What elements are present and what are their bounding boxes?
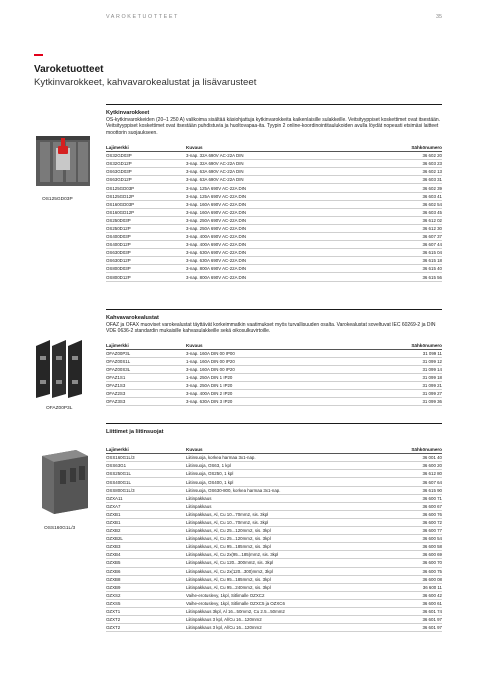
table-row [106, 518, 442, 526]
table-row [106, 160, 442, 168]
section-title: Kytkinvarokkeet [106, 110, 150, 117]
section-terminals [106, 423, 442, 632]
table-row [106, 543, 442, 551]
cell-code: OS63GD12P [106, 176, 186, 184]
cell-code: OS160GD12P [106, 208, 186, 216]
cell-description: Liitinpakkaus, Al, Cu 25...120mm2, sis. 3kpl [186, 535, 382, 543]
page-title: Varoketuotteet [34, 64, 104, 75]
cell-code: OS125GD03P [106, 184, 186, 192]
cell-description: 3-nap. 400A 690V AC-22A DIN [186, 241, 382, 249]
page-number: 35 [436, 14, 442, 20]
col-header: Kuvaus [186, 144, 382, 152]
image-caption: OS125GD03P [42, 197, 73, 202]
cell-description: Liitinpakkaus, Al, Cu 120...300mm2, sis. 3kpl [186, 559, 382, 567]
running-header: VAROKETUOTTEET [106, 14, 179, 20]
table-row [106, 200, 442, 208]
table-row [106, 567, 442, 575]
table-row [106, 551, 442, 559]
table-row [106, 616, 442, 624]
cell-code: OS400D03P [106, 233, 186, 241]
cell-description: Liitinpakkaus, Al, Cu 95...185mm2, sis. 3kpl [186, 543, 382, 551]
cell-description: 3-nap. 250A 690V AC-22A DIN [186, 216, 382, 224]
table-row [106, 365, 442, 373]
cell-electrical-number: 31 099 14 [382, 365, 442, 373]
cell-electrical-number: 36 615 40 [382, 265, 442, 273]
cell-code: OS32GD03P [106, 152, 186, 160]
cell-code: OZXB1 [106, 510, 186, 518]
cell-electrical-number: 36 602 39 [382, 184, 442, 192]
cell-description: 3-nap. 125A 690V AC-22A DIN [186, 192, 382, 200]
col-header: Sähkönumero [382, 342, 442, 350]
cell-code: OS160GD03P [106, 200, 186, 208]
col-header: Lajimerkki [106, 446, 186, 454]
cell-description: Liitinpakkaus [186, 494, 382, 502]
cell-code: OZXS2 [106, 591, 186, 599]
cell-description: Liitinpakkaus, Al, Cu 95...240mm2, sis. 3kpl [186, 583, 382, 591]
product-table [106, 144, 442, 282]
cell-description: 1-nap. 250A DIN 1 IP20 [186, 374, 382, 382]
cell-electrical-number: 36 607 44 [382, 241, 442, 249]
section-rule [106, 423, 442, 424]
cell-code: OFAZ00S1L [106, 357, 186, 365]
cell-description: Liitinsuoja, OS250, 1 kpl [186, 470, 382, 478]
cell-electrical-number: 31 099 36 [382, 398, 442, 406]
col-header: Kuvaus [186, 342, 382, 350]
cell-electrical-number: 36 602 54 [382, 200, 442, 208]
table-row [106, 265, 442, 273]
cell-electrical-number: 36 612 80 [382, 470, 442, 478]
cell-description: 3-nap. 630A 690V AC-22A DIN [186, 249, 382, 257]
table-row [106, 510, 442, 518]
section-description: OFAZ ja OFAX muoviset varokealustat täyttävät korkeimmatkin vaatimukset myös turvallisuuden osalta. Varokealustat soveltuvat IEC 60269-2 ja DIN VDE 0636-2 standardin mukaisille kahvasulakkeille sekä oikosulkuvirtoille. [106, 322, 436, 335]
table-row [106, 382, 442, 390]
cell-description: Liitinpakkaus, Al, Cu 10...70mm2, sis. 3kpl [186, 510, 382, 518]
cell-code: OS630D12P [106, 257, 186, 265]
section-fuse-bases [106, 309, 442, 406]
cell-electrical-number: 36 600 75 [382, 567, 442, 575]
cell-code: OS630D03P [106, 249, 186, 257]
cell-electrical-number: 36 603 31 [382, 176, 442, 184]
table-row [106, 349, 442, 357]
cell-electrical-number: 36 600 72 [382, 518, 442, 526]
cell-electrical-number: 36 615 04 [382, 249, 442, 257]
cell-description: 3-nap. 400A 690V AC-22A DIN [186, 233, 382, 241]
cell-electrical-number: 36 601 74 [382, 607, 442, 615]
cell-code: OZXB4 [106, 551, 186, 559]
cell-description: 3-nap. 63A 690V AC-22A DIN [186, 176, 382, 184]
cell-electrical-number: 36 615 56 [382, 273, 442, 281]
cell-description: 1-nap. 160A DIN 00 IP20 [186, 357, 382, 365]
cell-electrical-number: 36 603 23 [382, 160, 442, 168]
cell-description: 3-nap. 250A 690V AC-22A DIN [186, 224, 382, 232]
table-row [106, 257, 442, 265]
cell-electrical-number: 36 601 97 [382, 616, 442, 624]
section-rule [106, 309, 442, 310]
table-header-row [106, 144, 442, 152]
table-row [106, 241, 442, 249]
section-title: Kahvavarokealustat [106, 315, 159, 322]
image-caption: OSS160G1L/3 [44, 526, 76, 531]
table-row [106, 208, 442, 216]
cell-code: OS400D12P [106, 241, 186, 249]
cell-description: 3-nap. 160A 690V AC-22A DIN [186, 208, 382, 216]
cell-electrical-number: 31 099 18 [382, 374, 442, 382]
table-row [106, 607, 442, 615]
cell-electrical-number: 36 600 67 [382, 502, 442, 510]
cell-code: OZXB2L [106, 535, 186, 543]
table-row [106, 168, 442, 176]
cell-electrical-number: 36 600 58 [382, 543, 442, 551]
cell-code: OSS250G1L [106, 470, 186, 478]
table-header-row [106, 446, 442, 454]
cell-electrical-number: 36 600 42 [382, 591, 442, 599]
table-row [106, 462, 442, 470]
table-row [106, 535, 442, 543]
cell-electrical-number: 31 099 12 [382, 357, 442, 365]
fuse-base-image [32, 336, 94, 402]
cell-electrical-number: 36 600 20 [382, 462, 442, 470]
cell-description: 3-nap. 630A 690V AC-22A DIN [186, 257, 382, 265]
cell-electrical-number: 36 602 20 [382, 152, 442, 160]
cell-code: OZXB8 [106, 575, 186, 583]
cell-description: 3-nap. 32A 690V AC-22A DIN [186, 160, 382, 168]
table-row [106, 575, 442, 583]
table-row [106, 599, 442, 607]
cell-code: OS250D12P [106, 224, 186, 232]
cell-electrical-number: 31 099 11 [382, 349, 442, 357]
cell-code: OFAZ1S3 [106, 382, 186, 390]
cell-code: OFAZ00P3L [106, 349, 186, 357]
cell-electrical-number: 36 600 11 [382, 583, 442, 591]
cell-code: OFAZ00S3L [106, 365, 186, 373]
table-row [106, 486, 442, 494]
table-row [106, 216, 442, 224]
table-row [106, 583, 442, 591]
section-rule [106, 104, 442, 105]
cell-code: OZXS5 [106, 599, 186, 607]
cell-description: 3-nap. 400A DIN 2 IP20 [186, 390, 382, 398]
page-subtitle: Kytkinvarokkeet, kahvavarokealustat ja lisävarusteet [34, 77, 257, 88]
section-title: Liittimet ja liitinsuojat [106, 429, 164, 436]
table-row [106, 374, 442, 382]
cell-code: OZXA7 [106, 502, 186, 510]
cell-code: OFAZ1S1 [106, 374, 186, 382]
table-row [106, 624, 442, 632]
section-switch-fuses [106, 104, 442, 282]
cell-code: OZXT2 [106, 624, 186, 632]
cell-description: 3-nap. 32A 690V AC-22A DIN [186, 152, 382, 160]
cell-description: Liitinsuoja, OS630-800, korkea harmaa 3x1-nap. [186, 486, 382, 494]
table-row [106, 398, 442, 406]
cell-description: Liitinsuoja, korkea harmaa 3x1-nap. [186, 454, 382, 462]
accent-bar [34, 54, 43, 56]
cell-description: Liitinpakkaus, Al, Cu 2x(95...185)mm2, sis. 3kpl [186, 551, 382, 559]
cell-code: OFAZ2S3 [106, 390, 186, 398]
cell-electrical-number: 36 612 30 [382, 224, 442, 232]
table-row [106, 249, 442, 257]
table-row [106, 357, 442, 365]
table-row [106, 184, 442, 192]
switch-fuse-image [30, 128, 96, 194]
cell-code: OZXT1 [106, 607, 186, 615]
table-row [106, 502, 442, 510]
table-row [106, 273, 442, 281]
cell-code: OZXB9 [106, 583, 186, 591]
cell-electrical-number: 36 600 71 [382, 494, 442, 502]
cell-code: OZXB5 [106, 559, 186, 567]
terminal-shroud-image [36, 446, 94, 516]
cell-electrical-number: 36 600 08 [382, 575, 442, 583]
table-row [106, 176, 442, 184]
section-description: OS-kytkinvarokkeiden (20–1 250 A) valikoima sisältää käsiohjattuja kytkinvarokkeita kaikenlaisille sulakkeille. Veitsityyppiset koskettimet ovat itsestään. Veitsityyppiset koskettimet ovat itsestään puhdistuvia ja huoltovapaa-ita. Tyypin 2 online-koordinointitaulukoiden avulla löydät nopeasti etsimäsi laitteet moottorin suojaukseen. [106, 117, 441, 136]
cell-electrical-number: 36 615 18 [382, 257, 442, 265]
cell-code: OS63GD03P [106, 168, 186, 176]
cell-description: Liitinpakkaus 3 kpl, Al/Cu 16...120mm2 [186, 616, 382, 624]
table-row [106, 494, 442, 502]
cell-description: 3-nap. 630A DIN 3 IP20 [186, 398, 382, 406]
cell-description: Liitinpakkaus, Al, Cu 95...185mm2, sis. 3kpl [186, 575, 382, 583]
cell-electrical-number: 36 602 13 [382, 168, 442, 176]
cell-description: 3-nap. 160A DIN 00 IP20 [186, 365, 382, 373]
cell-electrical-number: 31 099 27 [382, 390, 442, 398]
cell-code: OZXB6 [106, 567, 186, 575]
cell-description: 3-nap. 63A 690V AC-22A DIN [186, 168, 382, 176]
table-row [106, 192, 442, 200]
cell-description: Vaihe-erotuslevy, 1kpl, Sitlimalle OZXC2 [186, 591, 382, 599]
table-row [106, 152, 442, 160]
cell-description: Vaihe-erotuslevy, 1kpl, Sitlimalle OZXC5 ja OZXC6 [186, 599, 382, 607]
cell-description: Liitinpakkaus 3kpl, Al 16...50mm2, Cu 2.5...50mm2 [186, 607, 382, 615]
table-header-row [106, 342, 442, 350]
cell-electrical-number: 36 603 41 [382, 192, 442, 200]
cell-description: Liitinsuoja, OS63, 1 kpl [186, 462, 382, 470]
cell-code: OZXA11 [106, 494, 186, 502]
cell-code: OSS160G1L/3 [106, 454, 186, 462]
cell-description: 3-nap. 160A 690V AC-22A DIN [186, 200, 382, 208]
table-row [106, 470, 442, 478]
table-row [106, 224, 442, 232]
cell-electrical-number: 36 612 02 [382, 216, 442, 224]
cell-code: OZXB1 [106, 518, 186, 526]
cell-electrical-number: 36 600 54 [382, 535, 442, 543]
cell-description: Liitinsuoja, OS400, 1 kpl [186, 478, 382, 486]
cell-code: OZXT2 [106, 616, 186, 624]
cell-electrical-number: 31 099 21 [382, 382, 442, 390]
cell-code: OS800D03P [106, 265, 186, 273]
cell-description: Liitinpakkaus, Al, Cu 25...120mm2, sis. 3kpl [186, 527, 382, 535]
col-header: Lajimerkki [106, 342, 186, 350]
table-row [106, 527, 442, 535]
cell-code: OS125GD12P [106, 192, 186, 200]
col-header: Sähkönumero [382, 144, 442, 152]
cell-electrical-number: 36 615 90 [382, 486, 442, 494]
cell-code: OS800D12P [106, 273, 186, 281]
cell-electrical-number: 36 600 61 [382, 599, 442, 607]
cell-code: OZXB2 [106, 527, 186, 535]
table-row [106, 559, 442, 567]
col-header: Lajimerkki [106, 144, 186, 152]
cell-electrical-number: 36 600 69 [382, 551, 442, 559]
cell-description: 3-nap. 125A 690V AC-22A DIN [186, 184, 382, 192]
table-row [106, 478, 442, 486]
cell-description: Liitinpakkaus, Al, Cu 10...70mm2, sis. 3kpl [186, 518, 382, 526]
cell-electrical-number: 36 607 64 [382, 478, 442, 486]
col-header: Sähkönumero [382, 446, 442, 454]
cell-code: OS32GD12P [106, 160, 186, 168]
cell-code: OS250D03P [106, 216, 186, 224]
product-table [106, 342, 442, 407]
cell-electrical-number: 36 600 76 [382, 510, 442, 518]
cell-code: OSS800G1L/3 [106, 486, 186, 494]
cell-electrical-number: 36 607 37 [382, 233, 442, 241]
cell-description: 3-nap. 250A DIN 1 IP20 [186, 382, 382, 390]
cell-code: OFAZ3S3 [106, 398, 186, 406]
cell-description: Liitinpakkaus [186, 502, 382, 510]
image-caption: OFAZ00P3L [46, 406, 73, 411]
table-row [106, 591, 442, 599]
cell-description: 3-nap. 800A 690V AC-22A DIN [186, 273, 382, 281]
cell-electrical-number: 36 001 40 [382, 454, 442, 462]
cell-description: Liitinpakkaus 3 kpl, Al/Cu 16...120mm2 [186, 624, 382, 632]
cell-description: 3-nap. 160A DIN 00 IP00 [186, 349, 382, 357]
cell-electrical-number: 36 601 97 [382, 624, 442, 632]
cell-code: OSS400G1L [106, 478, 186, 486]
cell-code: OSS63G1 [106, 462, 186, 470]
cell-description: Liitinpakkaus, Al, Cu 2x(120...300)mm2, 3kpl [186, 567, 382, 575]
cell-electrical-number: 36 600 77 [382, 527, 442, 535]
product-table [106, 446, 442, 632]
cell-description: 3-nap. 800A 690V AC-22A DIN [186, 265, 382, 273]
cell-code: OZXB3 [106, 543, 186, 551]
table-row [106, 454, 442, 462]
table-row [106, 233, 442, 241]
cell-electrical-number: 36 603 45 [382, 208, 442, 216]
col-header: Kuvaus [186, 446, 382, 454]
cell-electrical-number: 36 600 70 [382, 559, 442, 567]
table-row [106, 390, 442, 398]
